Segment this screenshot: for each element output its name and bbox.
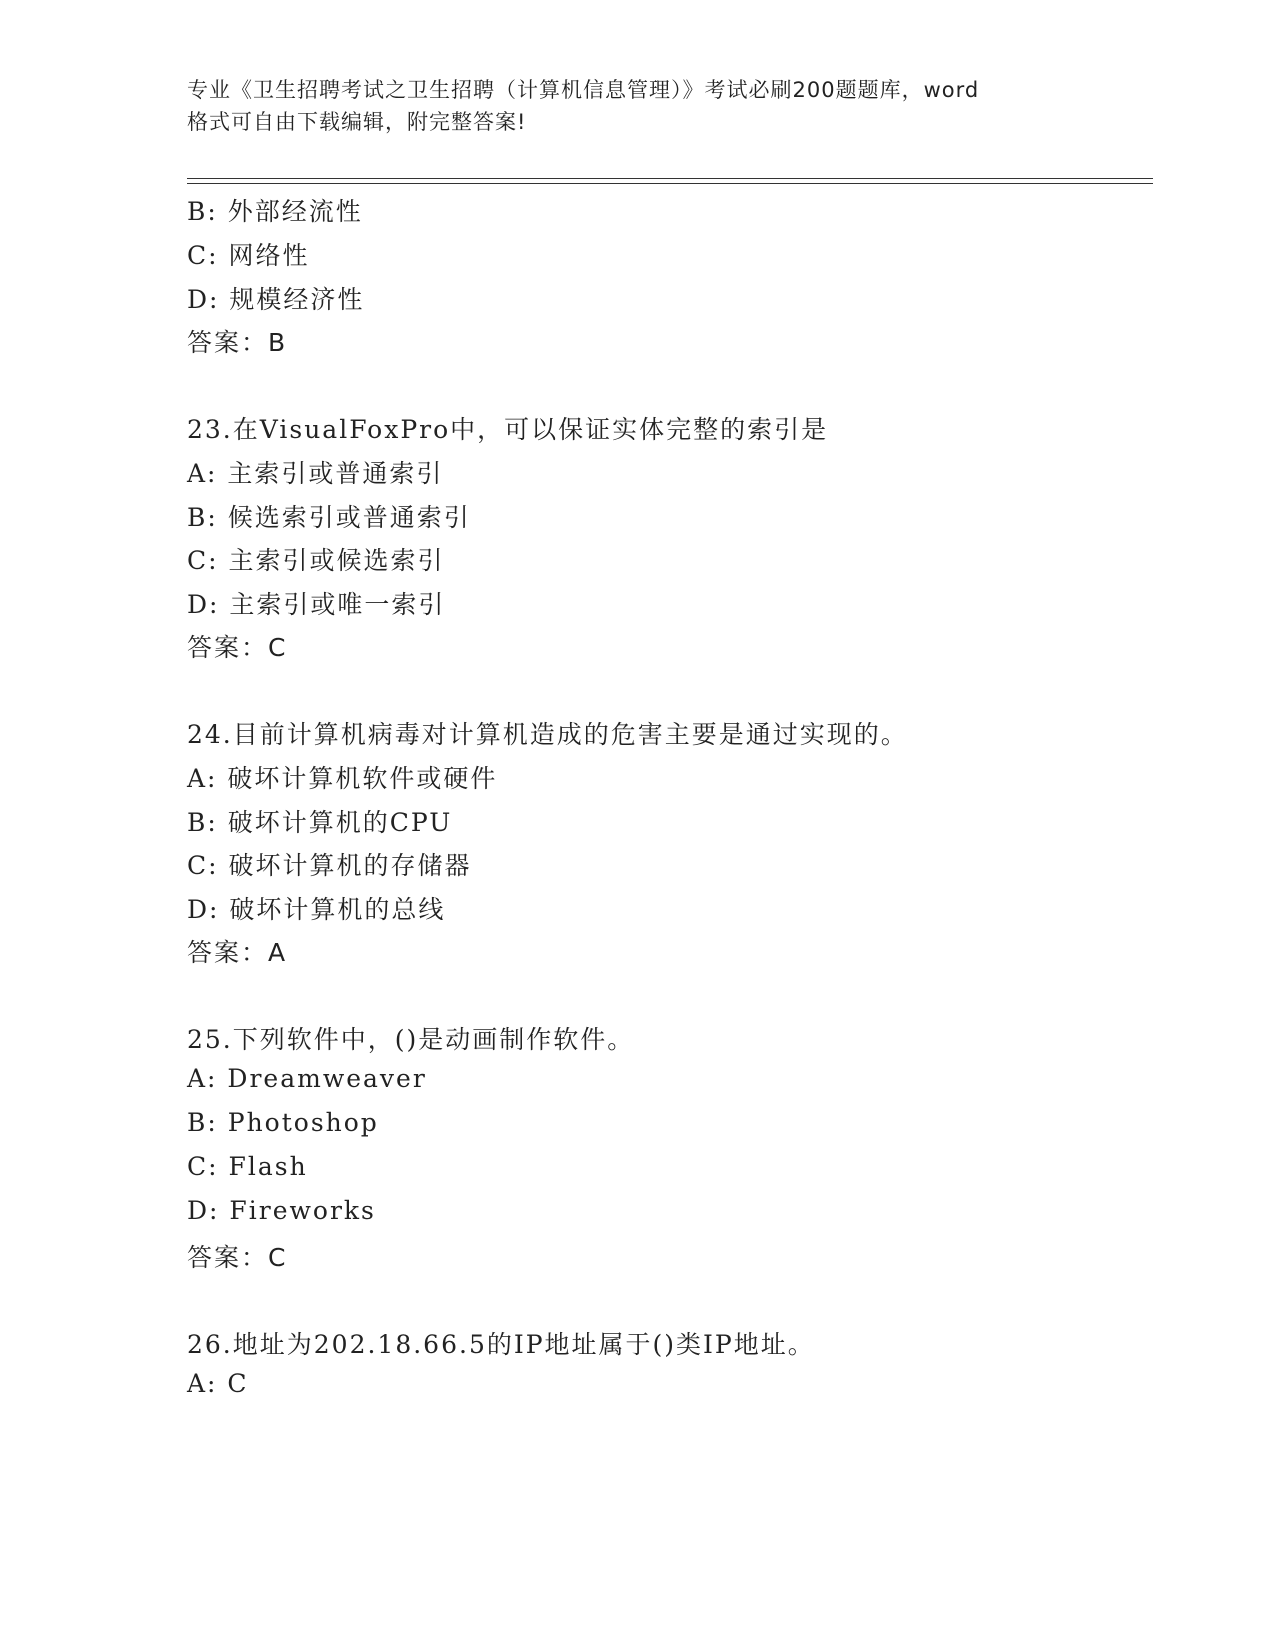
q22-option-d: D: 规模经济性 (187, 285, 365, 314)
header-rule-top (187, 178, 1153, 179)
q23-question: 23.在VisualFoxPro中，可以保证实体完整的索引是 (187, 415, 829, 444)
q25-answer: 答案：C (187, 1243, 288, 1272)
q22-option-c: C: 网络性 (187, 241, 310, 270)
q25-question: 25.下列软件中，()是动画制作软件。 (187, 1025, 635, 1054)
q25-option-a: A: Dreamweaver (187, 1064, 427, 1093)
q23-option-d: D: 主索引或唯一索引 (187, 590, 446, 619)
q25-option-c: C: Flash (187, 1152, 308, 1181)
q22-option-b: B: 外部经流性 (187, 197, 363, 226)
q24-option-d: D: 破坏计算机的总线 (187, 895, 446, 924)
header-rule-bottom (187, 183, 1153, 184)
q24-question: 24.目前计算机病毒对计算机造成的危害主要是通过实现的。 (187, 720, 908, 749)
q25-option-d: D: Fireworks (187, 1196, 376, 1225)
q22-answer: 答案：B (187, 328, 288, 357)
q26-option-a: A: C (187, 1369, 249, 1398)
header-line-2: 格式可自由下载编辑，附完整答案! (187, 110, 527, 134)
q23-option-a: A: 主索引或普通索引 (187, 459, 444, 488)
q23-option-c: C: 主索引或候选索引 (187, 546, 445, 575)
q25-option-b: B: Photoshop (187, 1108, 379, 1137)
q24-option-b: B: 破坏计算机的CPU (187, 808, 453, 837)
q24-option-a: A: 破坏计算机软件或硬件 (187, 764, 498, 793)
header-line-1: 专业《卫生招聘考试之卫生招聘（计算机信息管理）》考试必刷200题题库，word (187, 78, 980, 102)
q23-option-b: B: 候选索引或普通索引 (187, 503, 471, 532)
q24-option-c: C: 破坏计算机的存储器 (187, 851, 472, 880)
q26-question: 26.地址为202.18.66.5的IP地址属于()类IP地址。 (187, 1330, 815, 1359)
q23-answer: 答案：C (187, 633, 288, 662)
q24-answer: 答案：A (187, 938, 288, 967)
document-header (187, 74, 1087, 138)
